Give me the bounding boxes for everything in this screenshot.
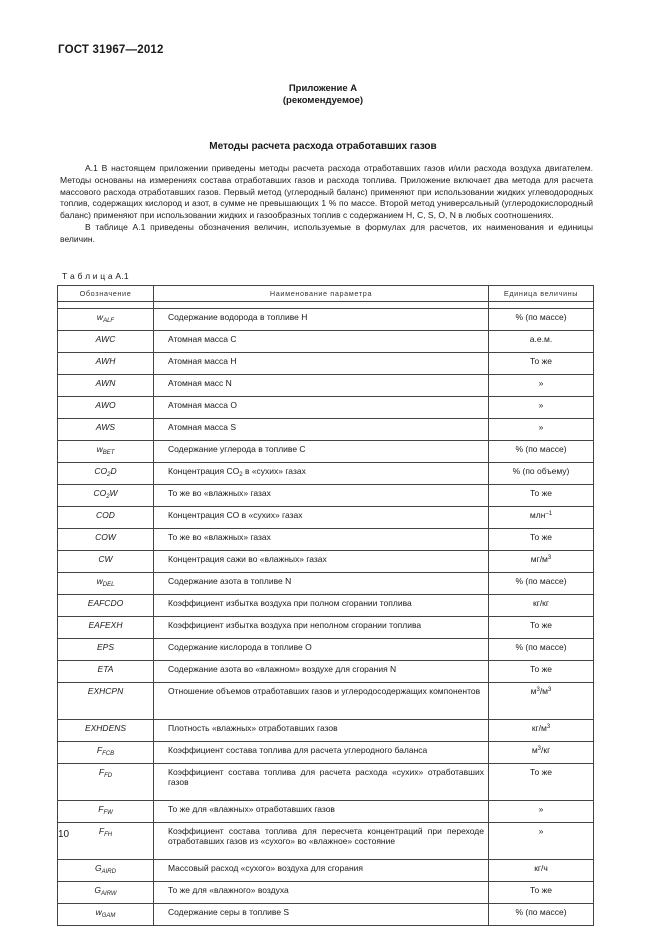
symbol-cell [58, 617, 154, 639]
unit-text: м [531, 745, 538, 755]
symbol-cell [58, 353, 154, 375]
symbol-cell [58, 507, 154, 529]
parameter-name-cell [154, 397, 489, 419]
symbol-text: CO [94, 466, 108, 476]
parameter-name-cell [154, 860, 489, 882]
unit-text: » [538, 378, 544, 388]
unit-text: кг/ч [534, 863, 548, 873]
symbol-text: w [96, 444, 103, 454]
symbol-subscript: DEL [102, 582, 115, 588]
table-row [58, 375, 594, 397]
symbol-text: G [95, 863, 102, 873]
parameter-name-cell [154, 353, 489, 375]
parameter-name: Концентрация сажи во «влажных» газах [168, 554, 327, 564]
unit-cell [489, 742, 594, 764]
unit-cell [489, 860, 594, 882]
unit-text: % (по объему) [512, 466, 570, 476]
parameter-name: Атомная масса C [168, 334, 237, 344]
unit-text: кг/кг [533, 598, 549, 608]
unit-cell [489, 801, 594, 823]
symbol-cell [58, 375, 154, 397]
parameter-name: Содержание азота во «влажном» воздухе для сгорания N [168, 664, 397, 674]
unit-text: » [538, 826, 544, 836]
symbol-cell [58, 529, 154, 551]
unit-cell [489, 397, 594, 419]
annex-heading [0, 83, 646, 107]
symbol-cell [58, 860, 154, 882]
column-header-name: Наименование параметра [154, 286, 489, 302]
unit-cell [489, 309, 594, 331]
unit-cell [489, 904, 594, 926]
symbol-text: AWH [95, 356, 116, 366]
symbol-subscript: FD [104, 773, 113, 779]
symbol-text: ETA [97, 664, 114, 674]
parameter-name: То же во «влажных» газах [168, 532, 271, 542]
unit-text: То же [529, 885, 553, 895]
symbol-subscript: FW [103, 810, 113, 816]
body-text [60, 163, 593, 246]
column-header-symbol: Обозначение [58, 286, 154, 302]
symbol-subscript: ALF [103, 318, 115, 324]
parameter-name-cell [154, 309, 489, 331]
parameter-name-suffix: в «сухих» газах [242, 466, 306, 476]
symbol-text: w [96, 312, 104, 322]
symbol-text: G [94, 885, 102, 895]
parameter-name: Содержание серы в топливе S [168, 907, 290, 917]
unit-cell [489, 529, 594, 551]
table-row [58, 801, 594, 823]
parameter-name-cell [154, 463, 489, 485]
parameter-table-wrapper [57, 285, 593, 926]
unit-text: кг/м [531, 723, 547, 733]
parameter-name-cell [154, 441, 489, 463]
parameter-name-cell [154, 375, 489, 397]
table-row [58, 742, 594, 764]
parameter-name-cell [154, 639, 489, 661]
unit-text: м [530, 686, 537, 696]
table-row [58, 860, 594, 882]
symbol-cell [58, 331, 154, 353]
symbol-text: F [98, 804, 104, 814]
parameter-name: Содержание углерода в топливе C [168, 444, 306, 454]
parameter-name: Коэффициент избытка воздуха при полном сгорании топлива [168, 598, 412, 608]
paragraph: В таблице А.1 приведены обозначения величин, используемые в формулах для расчетов, их наименования и единицы величин. [60, 221, 593, 244]
symbol-text: EPS [96, 642, 114, 652]
table-row [58, 463, 594, 485]
symbol-subscript: AIRD [101, 869, 116, 875]
paragraph: А.1 В настоящем приложении приведены методы расчета расхода отработавших газов и/или расхода воздуха двигателем. Методы основаны на измерениях состава отработавших газов и расхода топлива. Приложение включает два метода для расчета массового расхода отработавших газов. Первый метод (углеродный баланс) применяют при использовании жидких углеводородных топлив, содержащих кислород и азот, в сумме не превышающих 1 % по массе. Второй метод универсальный (углеродокислородный баланс) применяют при использовании жидких и газообразных топлив с содержанием H, C, S, O, N в любых соотношениях. [60, 163, 593, 221]
symbol-text: CW [98, 554, 113, 564]
symbol-text: w [95, 907, 102, 917]
table-row [58, 720, 594, 742]
table-body [58, 302, 594, 926]
symbol-text: F [96, 745, 103, 755]
parameter-name: Коэффициент избытка воздуха при неполном сгорании топлива [168, 620, 422, 630]
parameter-name: Отношение объемов отработавших газов и углеродосодержащих компонентов [168, 686, 481, 696]
symbol-suffix: W [109, 488, 118, 498]
unit-cell [489, 639, 594, 661]
parameter-name-cell [154, 801, 489, 823]
table-row [58, 904, 594, 926]
symbol-cell [58, 551, 154, 573]
table-row [58, 595, 594, 617]
symbol-text: COW [95, 532, 116, 542]
symbol-cell [58, 441, 154, 463]
section-title: Методы расчета расхода отработавших газов [209, 141, 437, 152]
table-row [58, 309, 594, 331]
parameter-name-cell [154, 551, 489, 573]
symbol-text: COD [96, 510, 115, 520]
table-row [58, 441, 594, 463]
unit-superscript: –1 [545, 511, 553, 517]
symbol-cell [58, 639, 154, 661]
unit-text: % (по массе) [515, 444, 567, 454]
table-caption: Т а б л и ц а А.1 [62, 271, 129, 281]
unit-text: % (по массе) [515, 576, 567, 586]
unit-text: То же [529, 532, 553, 542]
table-row [58, 331, 594, 353]
symbol-cell [58, 419, 154, 441]
parameter-name: Массовый расход «сухого» воздуха для сгорания [168, 863, 364, 873]
table-row [58, 661, 594, 683]
parameter-name-subscript: 2 [239, 472, 243, 478]
table-row [58, 617, 594, 639]
parameter-name: Коэффициент состава топлива для пересчета концентраций при переходе отработавших газов из «сухого» во «влажное» состояние [168, 826, 484, 847]
parameter-name: Концентрация CO [168, 466, 240, 476]
page-number: 10 [58, 829, 70, 840]
unit-text: » [538, 400, 544, 410]
annex-title: Приложение А [288, 83, 358, 94]
parameter-name: Содержание кислорода в топливе O [168, 642, 312, 652]
symbol-text: w [96, 576, 103, 586]
unit-cell [489, 551, 594, 573]
parameter-name-cell [154, 882, 489, 904]
unit-text: То же [529, 767, 553, 777]
header-spacer-row [58, 302, 594, 309]
unit-superscript: 3 [548, 687, 552, 693]
symbol-cell [58, 764, 154, 801]
table-row [58, 397, 594, 419]
parameter-name-cell [154, 720, 489, 742]
unit-cell [489, 441, 594, 463]
symbol-cell [58, 397, 154, 419]
parameter-name: Коэффициент состава топлива для расчета углеродного баланса [168, 745, 428, 755]
parameter-name: Атомная масса O [168, 400, 238, 410]
symbol-cell [58, 309, 154, 331]
unit-superscript: 3 [546, 724, 551, 730]
unit-text: » [538, 804, 544, 814]
parameter-name: Атомная масса S [168, 422, 237, 432]
table-row [58, 823, 594, 860]
table-row [58, 551, 594, 573]
unit-text: % (по массе) [515, 642, 567, 652]
unit-text: То же [529, 356, 553, 366]
symbol-text: EXHDENS [84, 723, 127, 733]
parameter-name: Концентрация CO в «сухих» газах [168, 510, 303, 520]
unit-text: млн [529, 510, 546, 520]
symbol-cell [58, 904, 154, 926]
symbol-cell [58, 882, 154, 904]
symbol-subscript: 2 [107, 472, 111, 478]
parameter-name-cell [154, 742, 489, 764]
unit-cell [489, 419, 594, 441]
parameter-name: Атомная масс N [168, 378, 232, 388]
parameter-name-cell [154, 485, 489, 507]
unit-text: То же [529, 620, 553, 630]
parameter-name: То же во «влажных» газах [168, 488, 271, 498]
symbol-cell [58, 683, 154, 720]
unit-text: мг/м [530, 554, 548, 564]
symbol-text: AWC [95, 334, 116, 344]
symbol-text: EXHCPN [87, 686, 124, 696]
unit-cell [489, 882, 594, 904]
unit-text: То же [529, 488, 553, 498]
symbol-subscript: FCB [102, 751, 115, 757]
parameter-name-cell [154, 595, 489, 617]
unit-cell [489, 720, 594, 742]
parameter-name: Содержание азота в топливе N [168, 576, 292, 586]
symbol-cell [58, 463, 154, 485]
symbol-subscript: GAM [101, 913, 116, 919]
symbol-cell [58, 742, 154, 764]
unit-cell [489, 617, 594, 639]
parameter-name-cell [154, 529, 489, 551]
symbol-text: F [98, 826, 105, 836]
symbol-text: EAFCDO [87, 598, 124, 608]
unit-cell [489, 331, 594, 353]
unit-cell [489, 375, 594, 397]
symbol-suffix: D [110, 466, 117, 476]
parameter-name-cell [154, 661, 489, 683]
standard-header: ГОСТ 31967—2012 [58, 44, 164, 56]
symbol-cell [58, 661, 154, 683]
symbol-text: EAFEXH [88, 620, 123, 630]
parameter-name: Плотность «влажных» отработавших газов [168, 723, 338, 733]
unit-cell [489, 595, 594, 617]
table-row [58, 529, 594, 551]
symbol-cell [58, 485, 154, 507]
unit-superscript: 3 [536, 687, 540, 693]
unit-superscript: 3 [537, 746, 541, 752]
symbol-subscript: BET [102, 450, 115, 456]
unit-text: а.е.м. [529, 334, 553, 344]
unit-cell [489, 353, 594, 375]
unit-cell [489, 683, 594, 720]
symbol-text: CO [93, 488, 107, 498]
table-row [58, 419, 594, 441]
parameter-table [57, 285, 594, 926]
unit-cell [489, 507, 594, 529]
symbol-subscript: 2 [106, 494, 110, 500]
parameter-name-cell [154, 683, 489, 720]
symbol-cell [58, 595, 154, 617]
column-header-unit: Единица величины [489, 286, 594, 302]
parameter-name: То же для «влажного» воздуха [168, 885, 289, 895]
symbol-cell [58, 573, 154, 595]
table-row [58, 639, 594, 661]
unit-cell [489, 764, 594, 801]
parameter-name-cell [154, 419, 489, 441]
unit-text: % (по массе) [515, 907, 567, 917]
table-row [58, 507, 594, 529]
parameter-name-cell [154, 507, 489, 529]
unit-text: % (по массе) [515, 312, 567, 322]
parameter-name: Коэффициент состава топлива для расчета расхода «сухих» отработавших газов [168, 767, 484, 788]
symbol-text: AWS [95, 422, 116, 432]
unit-cell [489, 573, 594, 595]
table-row [58, 573, 594, 595]
unit-cell [489, 661, 594, 683]
unit-superscript: 3 [547, 555, 552, 561]
table-row [58, 485, 594, 507]
unit-cell [489, 485, 594, 507]
unit-cell [489, 463, 594, 485]
parameter-name-cell [154, 764, 489, 801]
parameter-name-cell [154, 823, 489, 860]
table-row [58, 764, 594, 801]
symbol-subscript: FH [104, 832, 113, 838]
annex-subtitle: (рекомендуемое) [282, 95, 364, 106]
parameter-name: Содержание водорода в топливе H [168, 312, 308, 322]
parameter-name-cell [154, 904, 489, 926]
parameter-name: То же для «влажных» отработавших газов [168, 804, 335, 814]
symbol-text: AWO [95, 400, 116, 410]
symbol-cell [58, 801, 154, 823]
parameter-name: Атомная масса H [168, 356, 237, 366]
parameter-name-cell [154, 617, 489, 639]
symbol-subscript: AIRW [101, 891, 117, 897]
unit-suffix: /кг [541, 745, 551, 755]
symbol-text: AWN [95, 378, 116, 388]
table-row [58, 683, 594, 720]
table-row [58, 353, 594, 375]
parameter-name-cell [154, 331, 489, 353]
unit-text: То же [529, 664, 553, 674]
table-row [58, 882, 594, 904]
unit-suffix: /м [539, 686, 549, 696]
symbol-cell [58, 720, 154, 742]
unit-text: » [538, 422, 544, 432]
symbol-text: F [98, 767, 105, 777]
symbol-cell [58, 823, 154, 860]
unit-cell [489, 823, 594, 860]
parameter-name-cell [154, 573, 489, 595]
